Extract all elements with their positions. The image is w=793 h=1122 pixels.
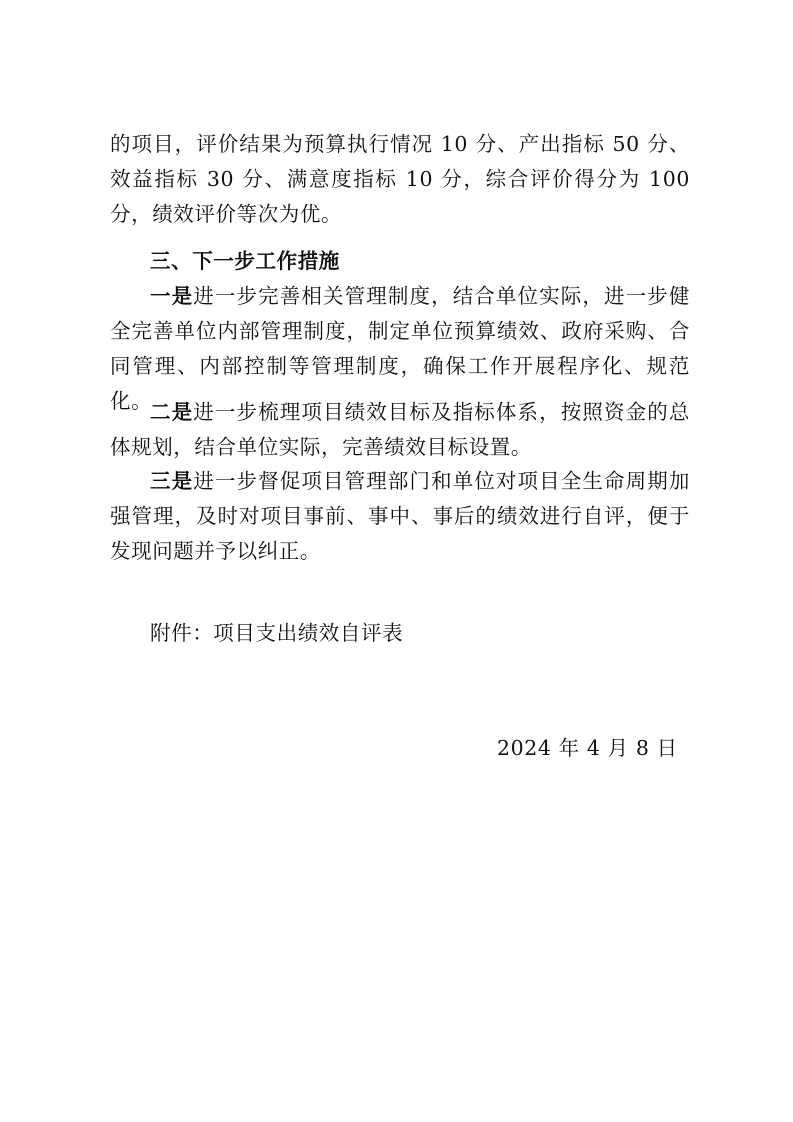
measure-paragraph-3 (110, 464, 690, 569)
measure-lead-3: 三是 (150, 469, 194, 493)
measure-lead-1: 一是 (150, 284, 194, 308)
section-heading: 三、下一步工作措施 (150, 249, 340, 273)
attachment-note: 附件：项目支出绩效自评表 (150, 621, 404, 645)
measure-text-2: 进一步梳理项目绩效目标及指标体系，按照资金的总体规划，结合单位实际，完善绩效目标设置。 (110, 400, 690, 459)
measure-lead-2: 二是 (150, 400, 194, 424)
document-date: 2024 年 4 月 8 日 (497, 736, 678, 760)
measure-text-3: 进一步督促项目管理部门和单位对项目全生命周期加强管理，及时对项目事前、事中、事后的绩效进行自评，便于发现问题并予以纠正。 (110, 469, 690, 563)
measure-paragraph-2 (110, 395, 690, 465)
intro-paragraph: 的项目，评价结果为预算执行情况 10 分、产出指标 50 分、效益指标 30 分、满意度指标 10 分，综合评价得分为 100 分，绩效评价等次为优。 (110, 132, 690, 226)
measure-text-1: 进一步完善相关管理制度，结合单位实际，进一步健全完善单位内部管理制度，制定单位预算绩效、政府采购、合同管理、内部控制等管理制度，确保工作开展程序化、规范化。 (110, 284, 690, 413)
